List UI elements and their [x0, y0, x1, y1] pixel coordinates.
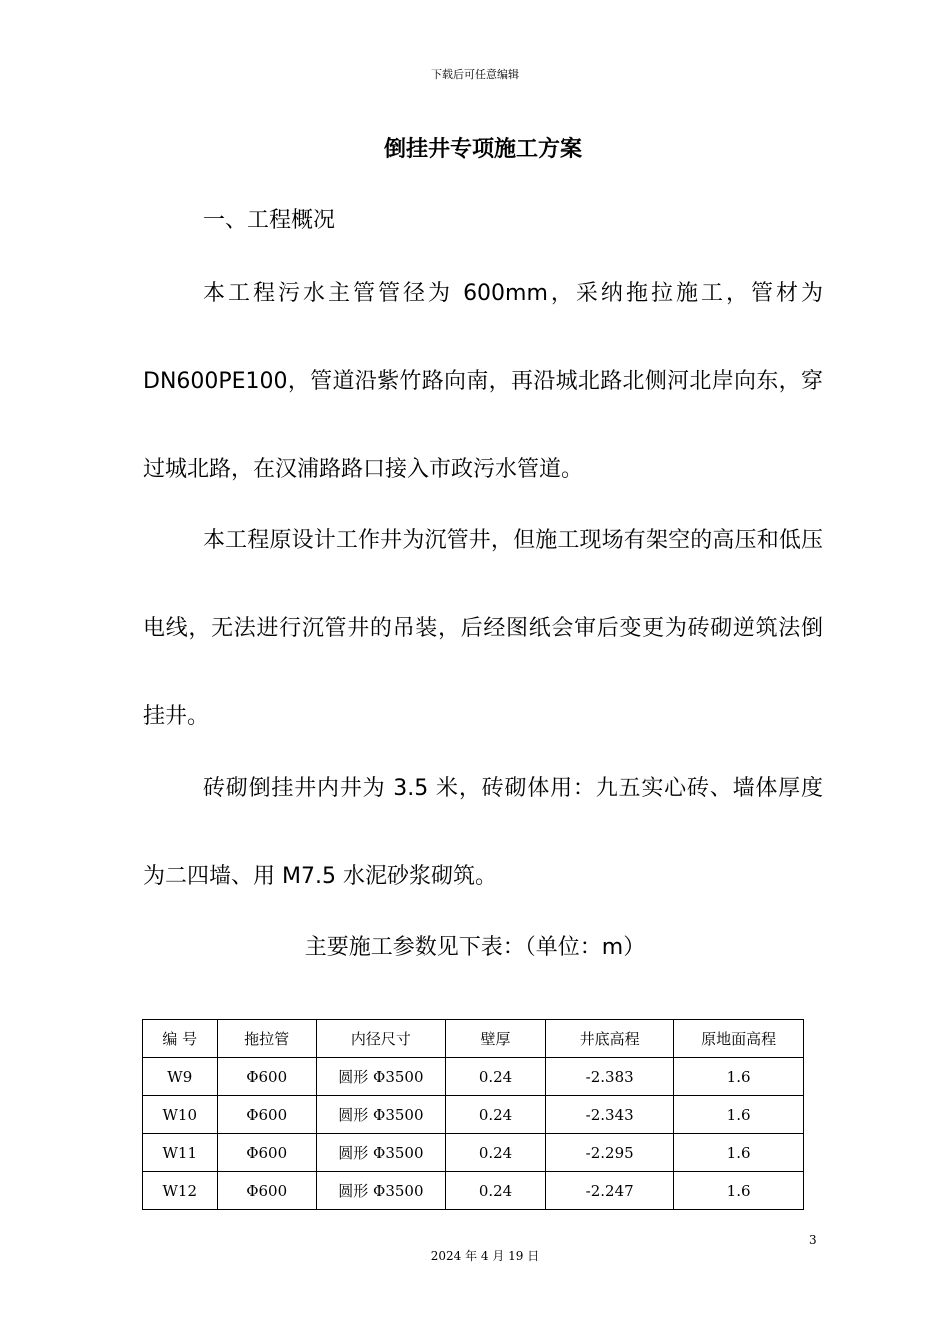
header-cell-inner-size: 内径尺寸: [316, 1020, 445, 1058]
table-row: [143, 1172, 804, 1210]
table-cell: 圆形 Φ3500: [316, 1058, 445, 1096]
construction-parameters-table: [142, 1019, 804, 1210]
table-cell: 0.24: [445, 1058, 545, 1096]
paragraph-brick-masonry: 砖砌倒挂井内井为 3.5 米，砖砌体用：九五实心砖、墙体厚度为二四墙、用 M7.5 水泥砂浆砌筑。: [143, 776, 823, 889]
table-cell: -2.247: [546, 1172, 674, 1210]
table-cell: Φ600: [217, 1058, 316, 1096]
table-cell: W9: [143, 1058, 218, 1096]
header-cell-wall-thickness: 壁厚: [445, 1020, 545, 1058]
table-cell: 1.6: [674, 1096, 804, 1134]
table-cell: -2.295: [546, 1134, 674, 1172]
table-cell: Φ600: [217, 1172, 316, 1210]
footer-date: 2024 年 4 月 19 日: [430, 1249, 540, 1263]
table-cell: 圆形 Φ3500: [316, 1096, 445, 1134]
table-cell: W11: [143, 1134, 218, 1172]
table-cell: W12: [143, 1172, 218, 1210]
paragraph-project-overview: 本工程污水主管管径为 600mm，采纳拖拉施工，管材为 DN600PE100，管道沿紫竹路向南，再沿城北路北侧河北岸向东，穿过城北路，在汉浦路路口接入市政污水管道。: [143, 281, 823, 482]
table-cell: 1.6: [674, 1172, 804, 1210]
table-cell: -2.343: [546, 1096, 674, 1134]
table-cell: 1.6: [674, 1058, 804, 1096]
table-caption: 主要施工参数见下表：（单位：m）: [304, 935, 646, 960]
header-cell-ground-elevation: 原地面高程: [674, 1020, 804, 1058]
page-number: 3: [809, 1233, 817, 1247]
table-row: [143, 1058, 804, 1096]
header-cell-bottom-elevation: 井底高程: [546, 1020, 674, 1058]
table-cell: 0.24: [445, 1172, 545, 1210]
table-cell: Φ600: [217, 1134, 316, 1172]
header-note: 下载后可任意编辑: [431, 68, 519, 81]
table-cell: Φ600: [217, 1096, 316, 1134]
section-heading: 一、工程概况: [203, 208, 336, 233]
table-cell: 圆形 Φ3500: [316, 1172, 445, 1210]
document-title: 倒挂井专项施工方案: [383, 137, 582, 162]
header-cell-number: 编 号: [143, 1020, 218, 1058]
table-cell: 0.24: [445, 1134, 545, 1172]
table-row: [143, 1096, 804, 1134]
table-cell: -2.383: [546, 1058, 674, 1096]
header-cell-pipe: 拖拉管: [217, 1020, 316, 1058]
table-cell: 圆形 Φ3500: [316, 1134, 445, 1172]
paragraph-well-design-change: 本工程原设计工作井为沉管井，但施工现场有架空的高压和低压电线，无法进行沉管井的吊装，后经图纸会审后变更为砖砌逆筑法倒挂井。: [143, 528, 823, 729]
table-cell: 0.24: [445, 1096, 545, 1134]
table-cell: 1.6: [674, 1134, 804, 1172]
table-cell: W10: [143, 1096, 218, 1134]
table-header-row: [143, 1020, 804, 1058]
table-row: [143, 1134, 804, 1172]
